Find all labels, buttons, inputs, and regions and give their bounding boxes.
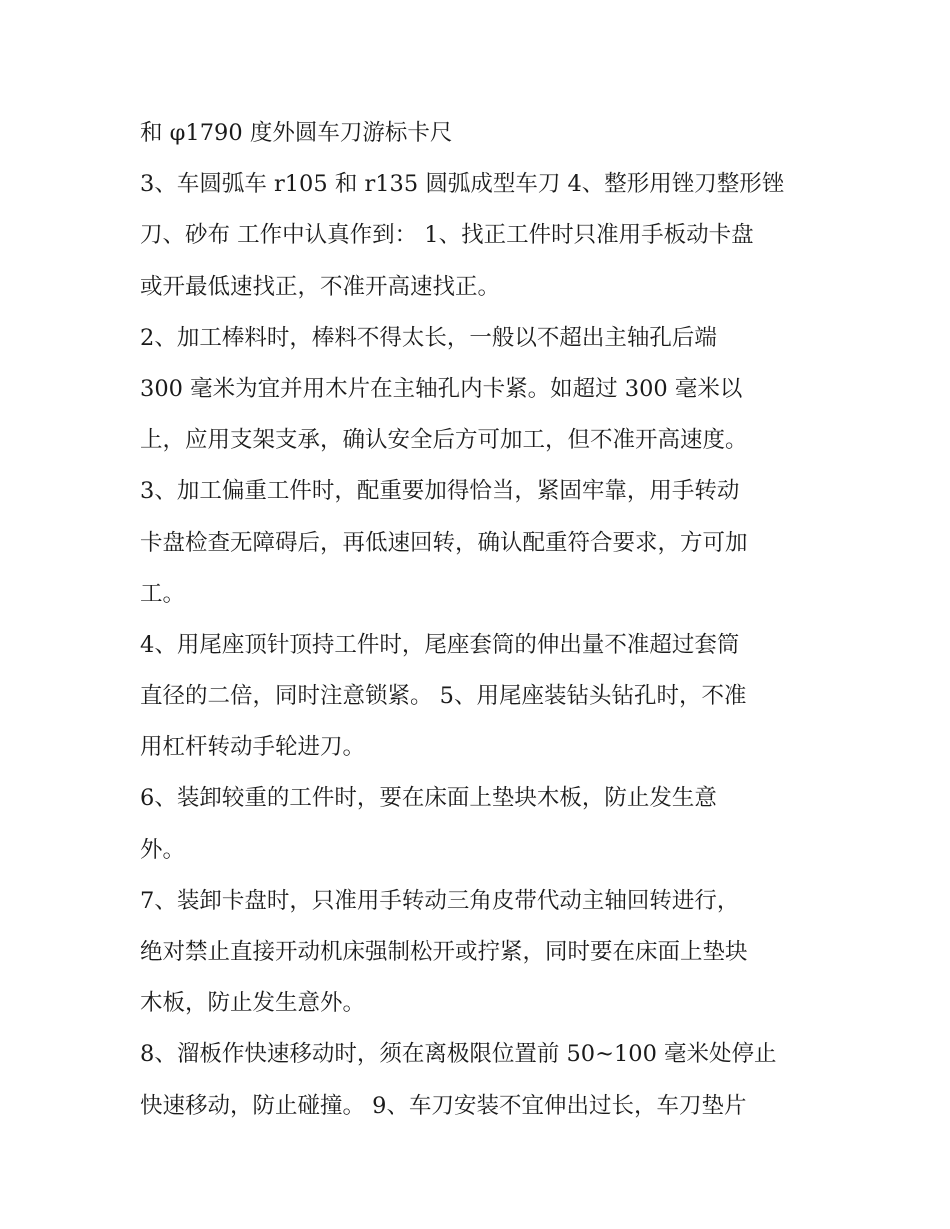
text-line: 外。 — [140, 836, 186, 863]
document-body — [140, 108, 830, 1132]
text-line: 快速移动，防止碰撞。 9、车刀安装不宜伸出过长，车刀垫片 — [140, 1092, 747, 1119]
text-line: 3、加工偏重工件时，配重要加得恰当，紧固牢靠，用手转动 — [140, 478, 740, 505]
text-line: 绝对禁止直接开动机床强制松开或拧紧，同时要在床面上垫块 — [140, 939, 748, 965]
text-line: 4、用尾座顶针顶持工件时，尾座套筒的伸出量不准超过套筒 — [140, 631, 740, 658]
text-line: 用杠杆转动手轮进刀。 — [140, 734, 366, 761]
text-line: 卡盘检查无障碍后，再低速回转，确认配重符合要求，方可加 — [140, 529, 748, 556]
text-line: 8、溜板作快速移动时，须在离极限位置前 50~100 毫米处停止 — [140, 1041, 777, 1068]
text-line: 3、车圆弧车 r105 和 r135 圆弧成型车刀 4、整形用锉刀整形锉 — [140, 171, 785, 198]
text-line: 7、装卸卡盘时，只准用手转动三角皮带代动主轴回转进行， — [140, 887, 740, 914]
text-line: 上，应用支架支承，确认安全后方可加工，但不准开高速度。 — [140, 427, 748, 454]
text-line: 或开最低速找正，不准开高速找正。 — [140, 273, 501, 300]
text-line: 直径的二倍，同时注意锁紧。 5、用尾座装钻头钻孔时，不准 — [140, 683, 747, 710]
text-line: 工。 — [140, 580, 186, 607]
text-line: 木板，防止发生意外。 — [140, 990, 366, 1017]
text-line: 刀、砂布 工作中认真作到： 1、找正工件时只准用手板动卡盘 — [140, 222, 754, 249]
text-line: 6、装卸较重的工件时，要在床面上垫块木板，防止发生意 — [140, 785, 717, 812]
text-line: 300 毫米为宜并用木片在主轴孔内卡紧。如超过 300 毫米以 — [140, 375, 743, 402]
text-line: 2、加工棒料时，棒料不得太长，一般以不超出主轴孔后端 — [140, 324, 717, 351]
text-line: 和 φ1790 度外圆车刀游标卡尺 — [140, 120, 453, 146]
